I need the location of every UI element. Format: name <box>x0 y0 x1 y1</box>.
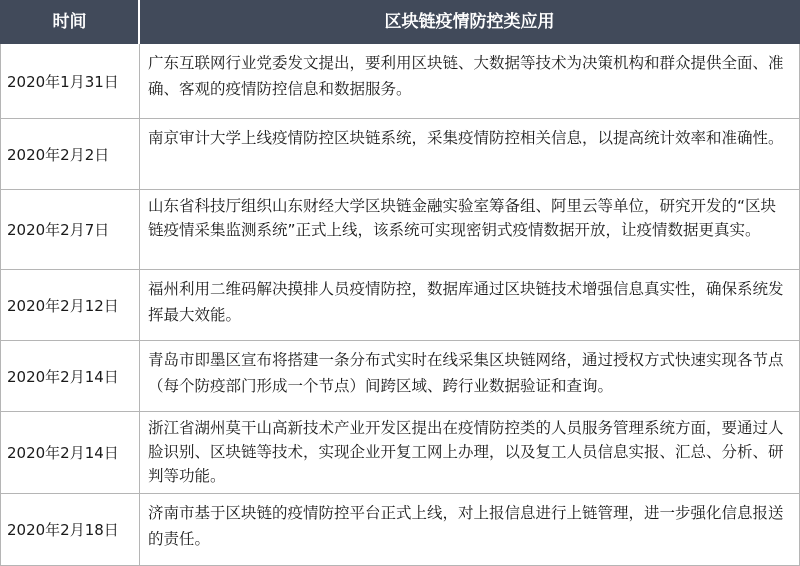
row-date: 2020年1月31日 <box>0 44 139 118</box>
row-application: 广东互联网行业党委发文提出，要利用区块链、大数据等技术为决策机构和群众提供全面、准确、客观的疫情防控信息和数据服务。 <box>139 44 800 118</box>
row-application: 山东省科技厅组织山东财经大学区块链金融实验室筹备组、阿里云等单位，研究开发的“区块链疫情采集监测系统”正式上线，该系统可实现密钥式疫情数据开放，让疫情数据更真实。 <box>139 190 800 269</box>
table-row <box>0 412 800 493</box>
table-header-row <box>0 0 800 44</box>
table-row <box>0 190 800 269</box>
table-row <box>0 119 800 189</box>
row-application: 济南市基于区块链的疫情防控平台正式上线，对上报信息进行上链管理，进一步强化信息报送的责任。 <box>139 494 800 565</box>
table-row <box>0 494 800 565</box>
row-date: 2020年2月7日 <box>0 190 139 269</box>
row-date: 2020年2月14日 <box>0 341 139 411</box>
table-row <box>0 44 800 118</box>
row-date: 2020年2月2日 <box>0 119 139 189</box>
row-date: 2020年2月18日 <box>0 494 139 565</box>
row-application: 福州利用二维码解决摸排人员疫情防控，数据库通过区块链技术增强信息真实性，确保系统发挥最大效能。 <box>139 270 800 340</box>
header-application: 区块链疫情防控类应用 <box>384 12 555 32</box>
row-application: 青岛市即墨区宣布将搭建一条分布式实时在线采集区块链网络，通过授权方式快速实现各节点（每个防疫部门形成一个节点）间跨区域、跨行业数据验证和查询。 <box>139 341 800 411</box>
row-date: 2020年2月14日 <box>0 412 139 493</box>
table-row <box>0 270 800 340</box>
table-row <box>0 341 800 411</box>
row-date: 2020年2月12日 <box>0 270 139 340</box>
header-date: 时间 <box>52 12 87 32</box>
row-application: 南京审计大学上线疫情防控区块链系统，采集疫情防控相关信息，以提高统计效率和准确性。 <box>139 119 800 189</box>
row-application: 浙江省湖州莫干山高新技术产业开发区提出在疫情防控类的人员服务管理系统方面，要通过人脸识别、区块链等技术，实现企业开复工网上办理，以及复工人员信息实报、汇总、分析、研判等功能。 <box>139 412 800 493</box>
